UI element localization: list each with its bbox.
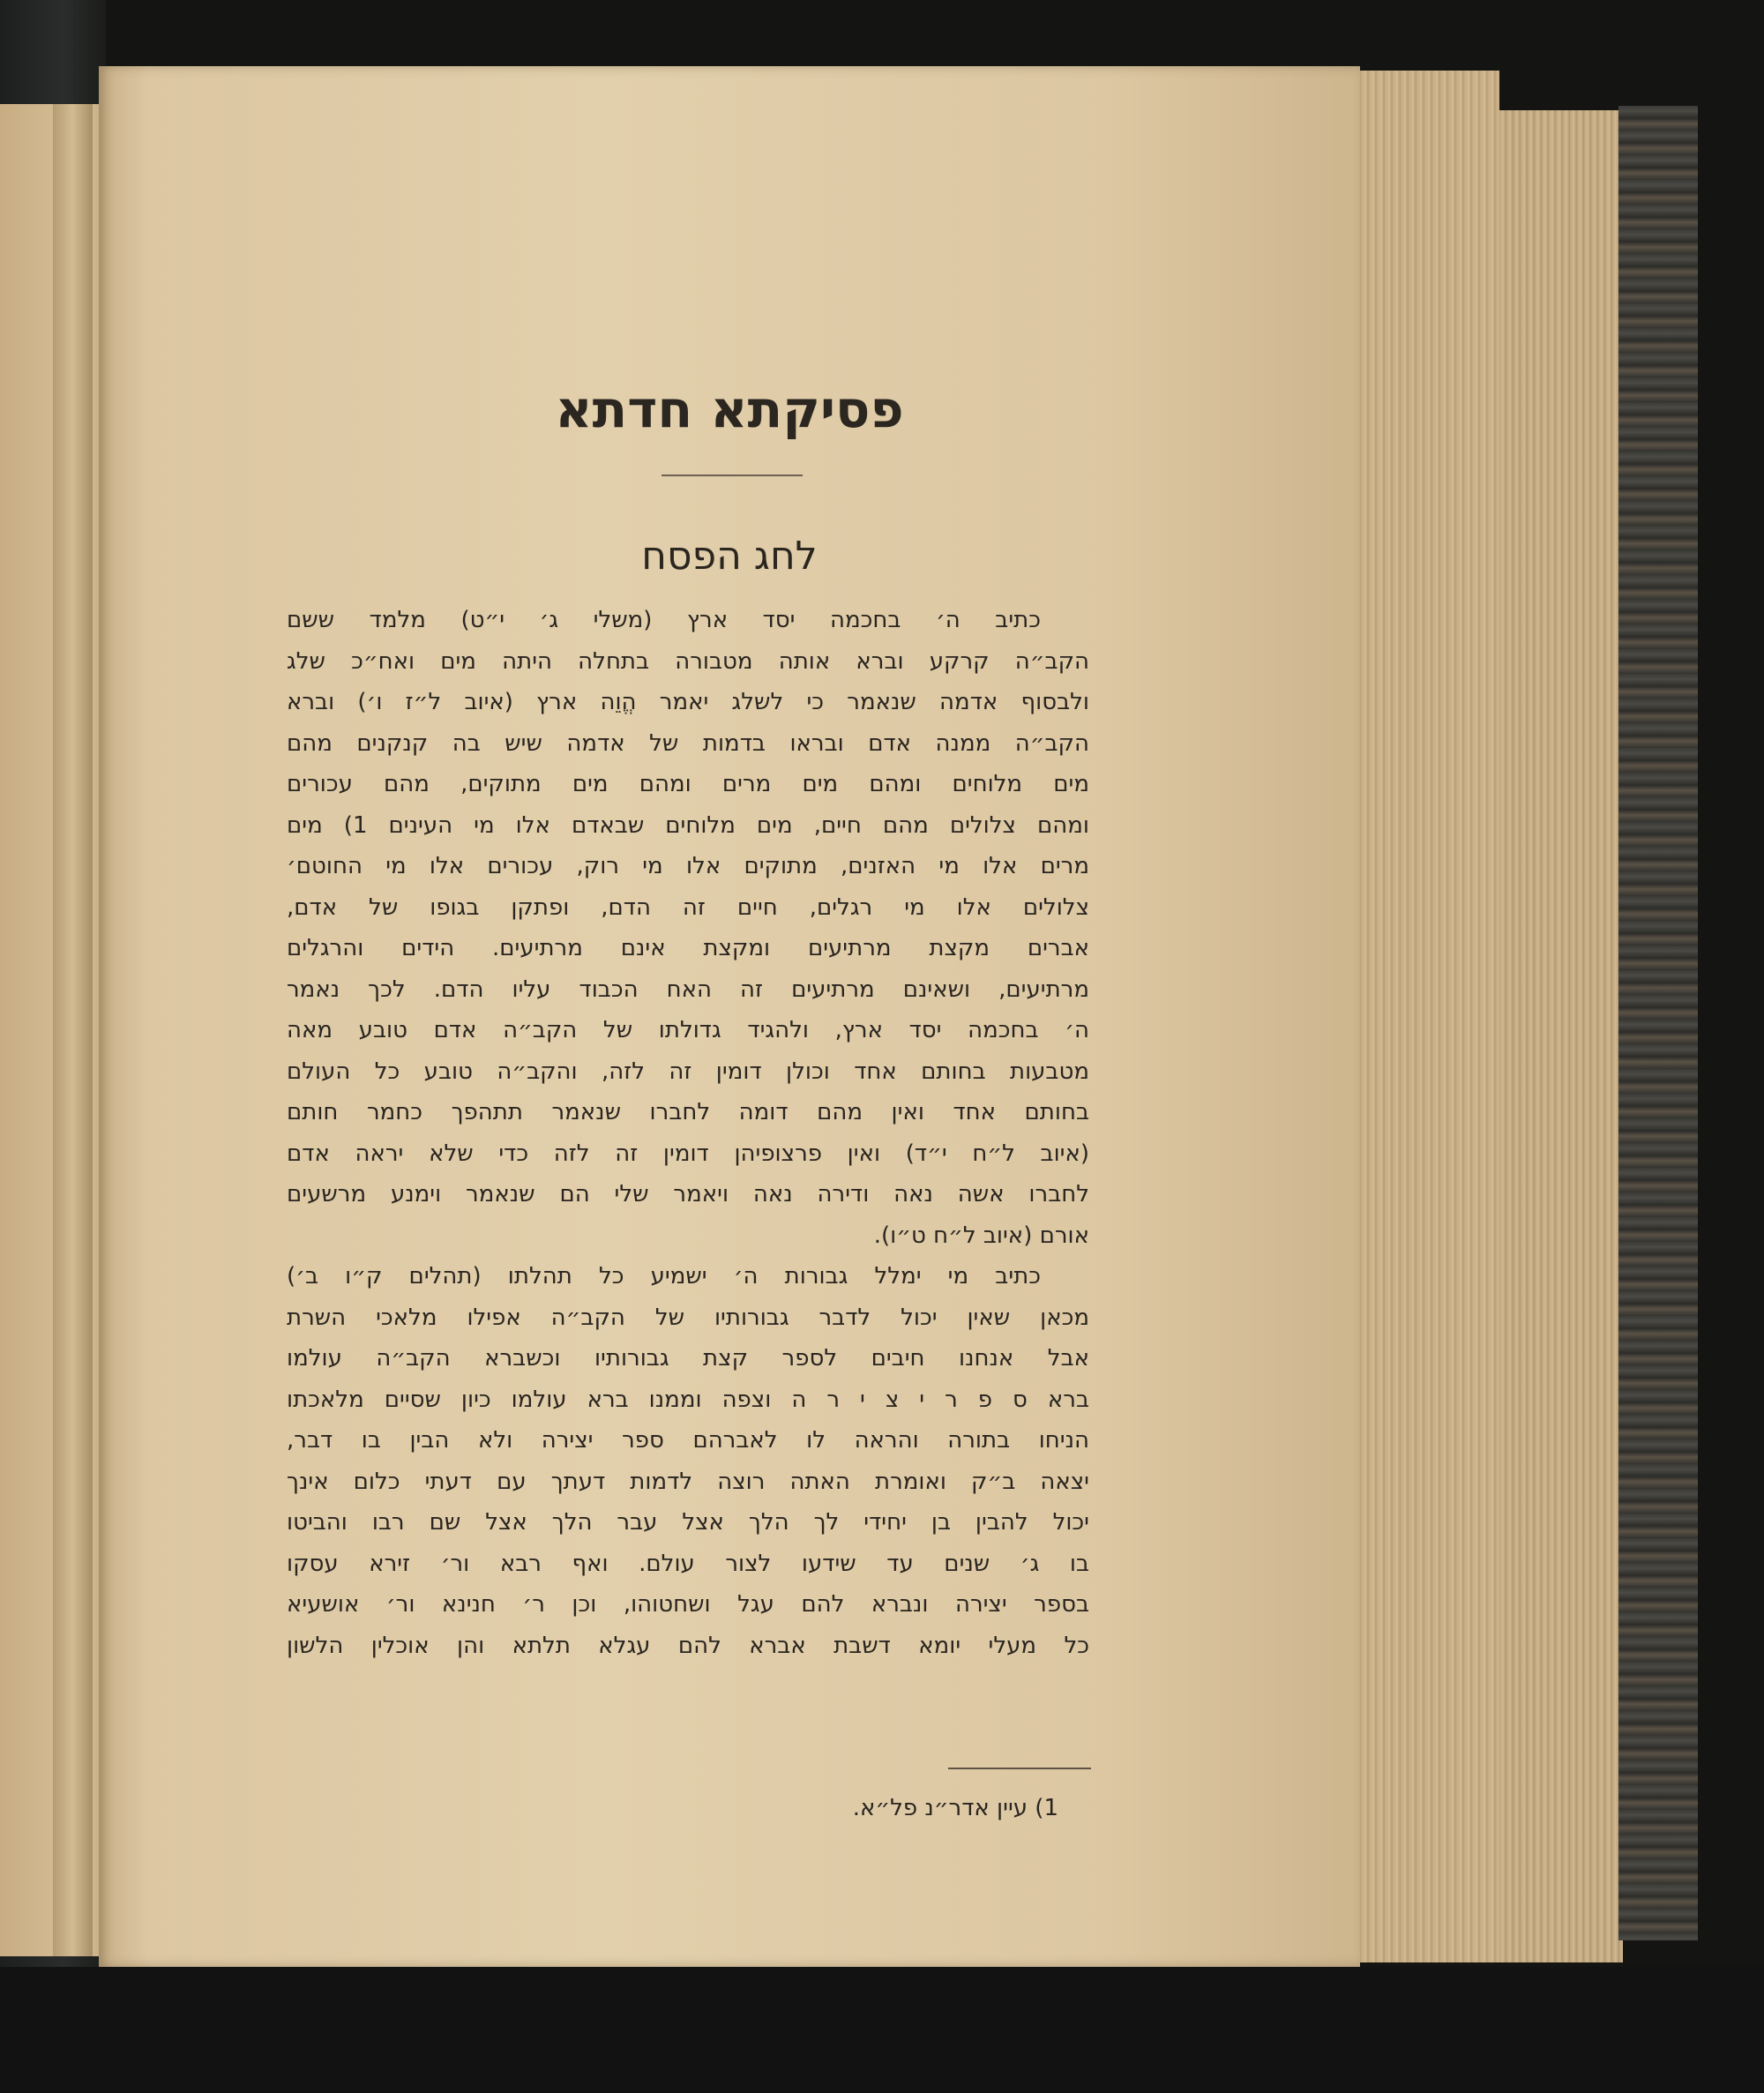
text-line: מרים אלו מי האזנים, מתוקים אלו מי רוק, עכורים אלו מי החוטם׳: [287, 853, 1089, 879]
text-line: ומהם צלולים מהם חיים, מים מלוחים שבאדם אלו מי העינים 1) מים: [287, 811, 1089, 839]
text-line: צלולים אלו מי רגלים, חיים זה הדם, ופתקן בגופו של אדם,: [287, 893, 1089, 921]
text-line: מים מלוחים ומהם מים מרים ומהם מים מתוקים, מהם עכורים: [287, 771, 1089, 797]
text-line: אברים מקצת מרתיעים ומקצת אינם מרתיעים. הידים והרגלים: [287, 935, 1089, 961]
text-line: מטבעות בחותם אחד וכולן דומין זה לזה, והקב״ה טובע כל העולם: [287, 1058, 1089, 1085]
text-line: בו ג׳ שנים עד שידעו לצור עולם. ואף רבא ור׳ זירא עסקו: [287, 1550, 1089, 1577]
text-line: אורם (איוב ל״ח ט״ו).: [873, 1222, 1089, 1249]
header-rule: [662, 475, 803, 476]
text-line: יצאה ב״ק ואומרת האתה רוצה לדמות דעתך עם דעתי כלום אינך: [287, 1468, 1089, 1495]
text-line: הקב״ה ממנה אדם ובראו בדמות של אדמה שיש בה קנקנים מהם: [287, 729, 1089, 757]
footnote: 1) עיין אדר״נ פל״א.: [852, 1795, 1058, 1821]
text-line: אבל אנחנו חיבים לספר קצת גבורותיו וכשברא הקב״ה עולמו: [287, 1345, 1089, 1372]
body-text: [287, 600, 1089, 1666]
text-line: ולבסוף אדמה שנאמר כי לשלג יאמר הֱוֵה ארץ (איוב ל״ז ו׳) וברא: [287, 689, 1089, 715]
text-line: כתיב מי ימלל גבורות ה׳ ישמיע כל תהלתו (תהלים ק״ו ב׳): [287, 1263, 1041, 1289]
text-line: מכאן שאין יכול לדבר גבורותיו של הקב״ה אפילו מלאכי השרת: [287, 1304, 1089, 1331]
text-line: הניחו בתורה והראה לו לאברהם ספר יצירה ולא הבין בו דבר,: [287, 1427, 1089, 1454]
text-line: מרתיעים, ושאינם מרתיעים זה האח הכבוד עליו הדם. לכך נאמר: [287, 975, 1089, 1003]
text-line: (איוב ל״ח י״ד) ואין פרצופיהן דומין זה לזה כדי שלא יראה אדם: [287, 1140, 1089, 1167]
page-edges-back: [1499, 110, 1623, 1962]
text-line: יכול להבין בן יחידי לך הלך אצל עבר הלך אצל שם רבו והביטו: [287, 1509, 1089, 1536]
text-line: בספר יצירה ונברא להם עגל ושחטוהו, וכן ר׳ חנינא ור׳ אושעיא: [287, 1591, 1089, 1618]
text-line: בחותם אחד ואין מהם דומה לחברו שנאמר תתהפך כחמר חותם: [287, 1099, 1089, 1125]
section-title: לחג הפסח: [641, 534, 818, 579]
text-line: ברא ס פ ר י צ י ר ה וצפה וממנו ברא עולמו כיון שסיים מלאכתו: [287, 1386, 1089, 1413]
gutter: [53, 104, 93, 1956]
text-line: לחברו אשה נאה ודירה נאה ויאמר שלי הם שנאמר וימנע מרשעים: [287, 1181, 1089, 1207]
text-line: הקב״ה קרקע וברא אותה מטבורה בתחלה היתה מים ואח״כ שלג: [287, 647, 1089, 675]
text-line: ה׳ בחכמה יסד ארץ, ולהגיד גדולתו של הקב״ה אדם טובע מאה: [287, 1017, 1089, 1043]
book-spine: [1618, 106, 1698, 1940]
background-shadow: [0, 1967, 1764, 2093]
text-line: כל מעלי יומא דשבת אברא להם עגלא תלתא והן אוכלין הלשון: [287, 1632, 1089, 1659]
page-header: פסיקתא חדתא: [555, 379, 904, 439]
footnote-rule: [948, 1768, 1091, 1769]
text-line: כתיב ה׳ בחכמה יסד ארץ (משלי ג׳ י״ט) מלמד ששם: [287, 607, 1041, 633]
